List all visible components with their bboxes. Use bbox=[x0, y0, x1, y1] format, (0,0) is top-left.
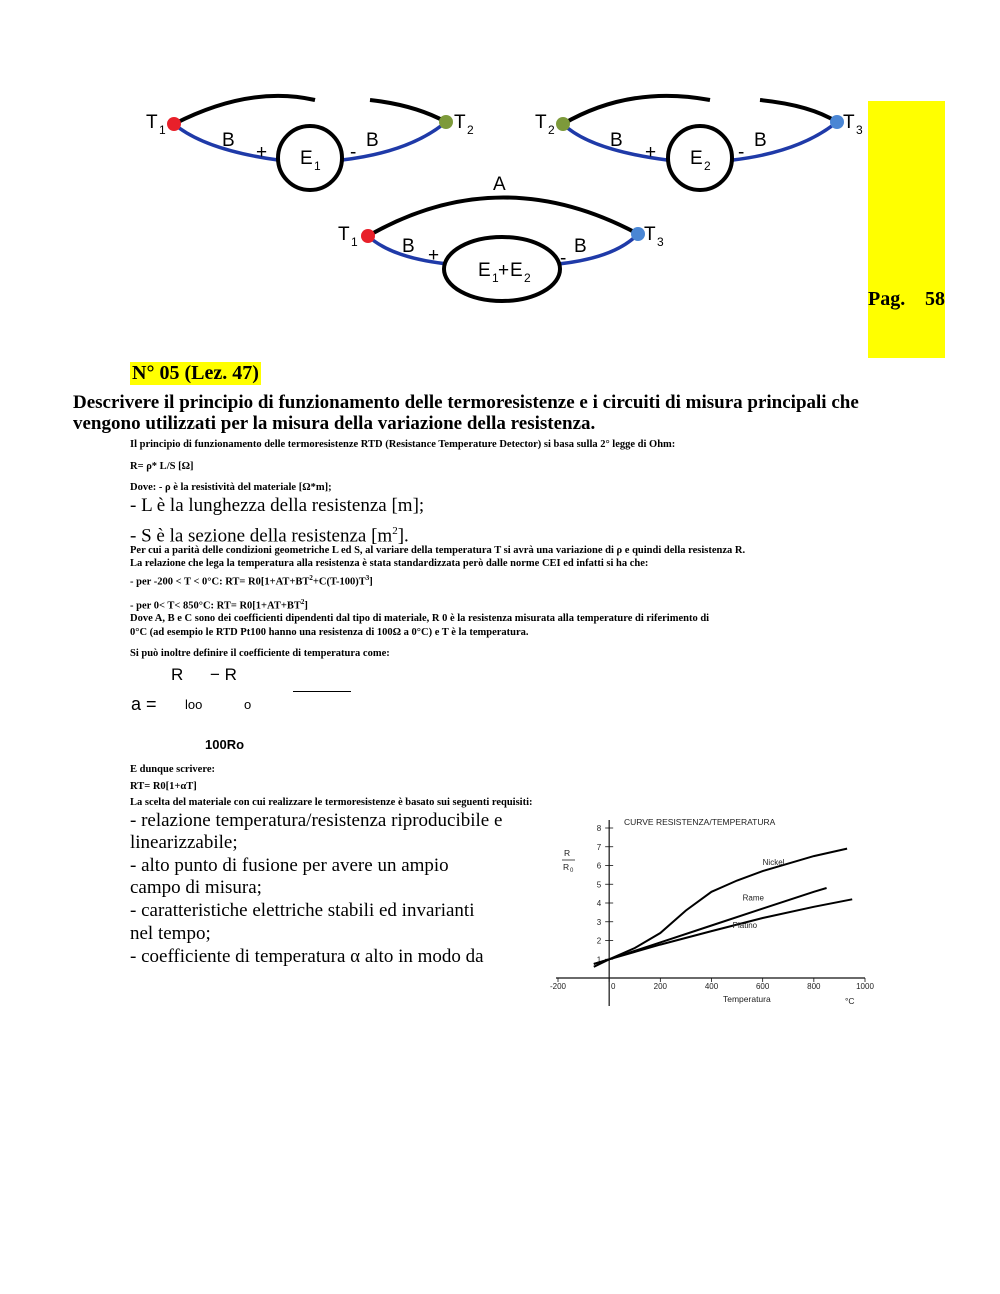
svg-text:3: 3 bbox=[657, 235, 664, 249]
req1b: linearizzabile; bbox=[130, 832, 238, 853]
chart-ylabel-sub: R bbox=[563, 862, 570, 872]
svg-text:B: B bbox=[366, 130, 379, 151]
alpha-lhs: a = bbox=[131, 694, 157, 714]
range1-formula: - per -200 < T < 0°C: $RT= R0[1+AT+BT^2+C(T-100)T^3]$ bbox=[130, 574, 373, 588]
chart-x-tick-label: -200 bbox=[549, 982, 567, 991]
svg-text:E: E bbox=[478, 260, 491, 281]
svg-text:B: B bbox=[610, 130, 623, 151]
junction-t1 bbox=[167, 117, 181, 131]
svg-text:T: T bbox=[338, 224, 350, 245]
svg-text:3: 3 bbox=[856, 123, 863, 137]
svg-text:+: + bbox=[645, 142, 657, 163]
svg-text:E: E bbox=[510, 260, 523, 281]
fraction-bar bbox=[293, 691, 351, 692]
wire-b-left-r bbox=[342, 122, 446, 160]
chart-y-tick-label: 5 bbox=[596, 880, 602, 890]
chart-x-tick-label: 600 bbox=[755, 982, 770, 991]
coeff-text: Si può inoltre definire il coefficiente di temperatura come: bbox=[130, 648, 390, 659]
question-title: Descrivere il principio di funzionamento delle termoresistenze e i circuiti di misura principali che vengono utilizzati per la misura della variazione della resistenza. bbox=[73, 392, 859, 434]
chart-xlabel: Temperatura bbox=[723, 994, 771, 1004]
wire-a-left-top bbox=[174, 96, 315, 124]
svg-text:1: 1 bbox=[314, 159, 321, 173]
svg-text:1: 1 bbox=[351, 235, 358, 249]
junction-t1-b bbox=[361, 229, 375, 243]
svg-text:2: 2 bbox=[467, 123, 474, 137]
wire-b-right-r bbox=[733, 122, 837, 160]
chart-y-tick-label: 7 bbox=[596, 842, 602, 852]
parita-text: Per cui a parità delle condizioni geometriche L ed S, al variare della temperatura T si avrà una variazione di ρ e quindi della resistenza R. bbox=[130, 545, 746, 556]
question-number: N° 05 (Lez. 47) bbox=[132, 362, 259, 384]
svg-text:B: B bbox=[574, 236, 587, 257]
formula-r: R= ρ* L/S [Ω] bbox=[130, 461, 194, 472]
wire-a-right-top bbox=[563, 96, 710, 124]
chart-x-unit: °C bbox=[845, 996, 855, 1006]
svg-text:1: 1 bbox=[492, 271, 499, 285]
svg-text:A: A bbox=[493, 174, 506, 195]
dunque-text: E dunque scrivere: bbox=[130, 764, 215, 775]
chart-y-tick-label: 1 bbox=[596, 955, 602, 965]
rtd-curve-chart bbox=[540, 810, 874, 1010]
req2a: - alto punto di fusione per avere un ampio bbox=[130, 855, 449, 876]
req1a: - relazione temperatura/resistenza riproducibile e bbox=[130, 810, 503, 831]
chart-ylabel: R bbox=[564, 848, 571, 858]
alpha-o: o bbox=[244, 697, 252, 712]
chart-series-label: Platino bbox=[732, 921, 758, 930]
svg-text:+: + bbox=[428, 245, 440, 266]
junction-t2-b bbox=[556, 117, 570, 131]
svg-text:B: B bbox=[222, 130, 235, 151]
svg-text:T: T bbox=[454, 112, 466, 133]
chart-x-tick-label: 400 bbox=[704, 982, 719, 991]
svg-text:-: - bbox=[350, 142, 357, 163]
chart-series-platino bbox=[594, 899, 852, 964]
chart-series-rame bbox=[594, 888, 827, 964]
length-line: - L è la lunghezza della resistenza [m]; bbox=[130, 495, 425, 516]
dove-abc-1: Dove A, B e C sono dei coefficienti dipendenti dal tipo di materiale, R 0 è la resistenza misurata alla temperature di riferimento di bbox=[130, 613, 710, 624]
chart-series-label: Rame bbox=[742, 893, 765, 903]
svg-text:B: B bbox=[754, 130, 767, 151]
svg-text:T: T bbox=[644, 224, 656, 245]
svg-text:+: + bbox=[256, 142, 268, 163]
chart-x-tick-label: 0 bbox=[610, 982, 616, 991]
chart-y-tick-label: 2 bbox=[596, 936, 602, 946]
junction-t3-b bbox=[631, 227, 645, 241]
rt-linear: RT= R0[1+αT] bbox=[130, 781, 197, 792]
wire-b-bottom-r bbox=[558, 234, 638, 264]
svg-text:T: T bbox=[843, 112, 855, 133]
thermocouple-diagram bbox=[130, 100, 870, 310]
svg-text:E: E bbox=[690, 148, 703, 169]
chart-x-tick-label: 200 bbox=[653, 982, 668, 991]
chart-y-tick-label: 8 bbox=[596, 824, 602, 833]
junction-t3 bbox=[830, 115, 844, 129]
alpha-loo: loo bbox=[185, 697, 203, 712]
svg-text:E: E bbox=[300, 148, 313, 169]
svg-text:T: T bbox=[535, 112, 547, 133]
section-line: - S è la sezione della resistenza $[m^2]$. bbox=[130, 525, 409, 547]
chart-y-tick-label: 4 bbox=[596, 899, 602, 908]
svg-text:-: - bbox=[738, 142, 745, 163]
intro-text: Il principio di funzionamento delle termoresistenze RTD (Resistance Temperature Detector) si basa sulla 2° legge di Ohm: bbox=[130, 439, 676, 450]
scelta-text: La scelta del materiale con cui realizzare le termoresistenze è basato sui seguenti requisiti: bbox=[130, 797, 533, 808]
req4: - coefficiente di temperatura α alto in modo da bbox=[130, 946, 484, 967]
alpha-minus-r: − R bbox=[210, 665, 237, 684]
chart-title: CURVE RESISTENZA/TEMPERATURA bbox=[624, 817, 776, 827]
chart-ylabel-sub-index: 0 bbox=[570, 868, 574, 874]
req2b: campo di misura; bbox=[130, 877, 262, 898]
relazione-text: La relazione che lega la temperatura alla resistenza è stata standardizzata però dalle norme CEI ed infatti si ha che: bbox=[130, 558, 649, 569]
svg-text:+: + bbox=[498, 260, 510, 281]
svg-text:2: 2 bbox=[548, 123, 555, 137]
chart-y-tick-label: 3 bbox=[596, 917, 602, 927]
wire-a-bottom bbox=[368, 197, 638, 236]
wire-a-right-top-r bbox=[760, 100, 837, 122]
svg-text:2: 2 bbox=[524, 271, 531, 285]
chart-series-label: Nickel bbox=[762, 858, 785, 868]
dove-rho: Dove: - ρ è la resistività del materiale [Ω*m]; bbox=[130, 482, 332, 493]
page-label: Pag. bbox=[868, 288, 906, 310]
wire-a-left-top-r bbox=[370, 100, 446, 122]
dove-abc-2: 0°C (ad esempio le RTD Pt100 hanno una resistenza di 100Ω a 0°C) e T è la temperatura. bbox=[130, 627, 529, 638]
alpha-r1: R bbox=[171, 665, 184, 684]
header-mark: — · — bbox=[488, 0, 503, 3]
svg-text:T: T bbox=[146, 112, 158, 133]
chart-x-tick-label: 1000 bbox=[856, 982, 874, 991]
alpha-denominator: 100Ro bbox=[205, 737, 245, 752]
junction-t2 bbox=[439, 115, 453, 129]
chart-y-tick-label: 6 bbox=[596, 861, 602, 871]
page-value: 58 bbox=[925, 288, 945, 310]
side-band bbox=[868, 101, 945, 358]
svg-text:B: B bbox=[402, 236, 415, 257]
svg-text:1: 1 bbox=[159, 123, 166, 137]
svg-text:-: - bbox=[560, 248, 567, 269]
svg-text:2: 2 bbox=[704, 159, 711, 173]
range2-formula: - per 0< T< 850°C: $RT= R0[1+AT+BT^2]$ bbox=[130, 598, 308, 612]
chart-x-tick-label: 800 bbox=[807, 982, 821, 991]
req3b: nel tempo; bbox=[130, 923, 211, 944]
req3a: - caratteristiche elettriche stabili ed invarianti bbox=[130, 900, 475, 921]
